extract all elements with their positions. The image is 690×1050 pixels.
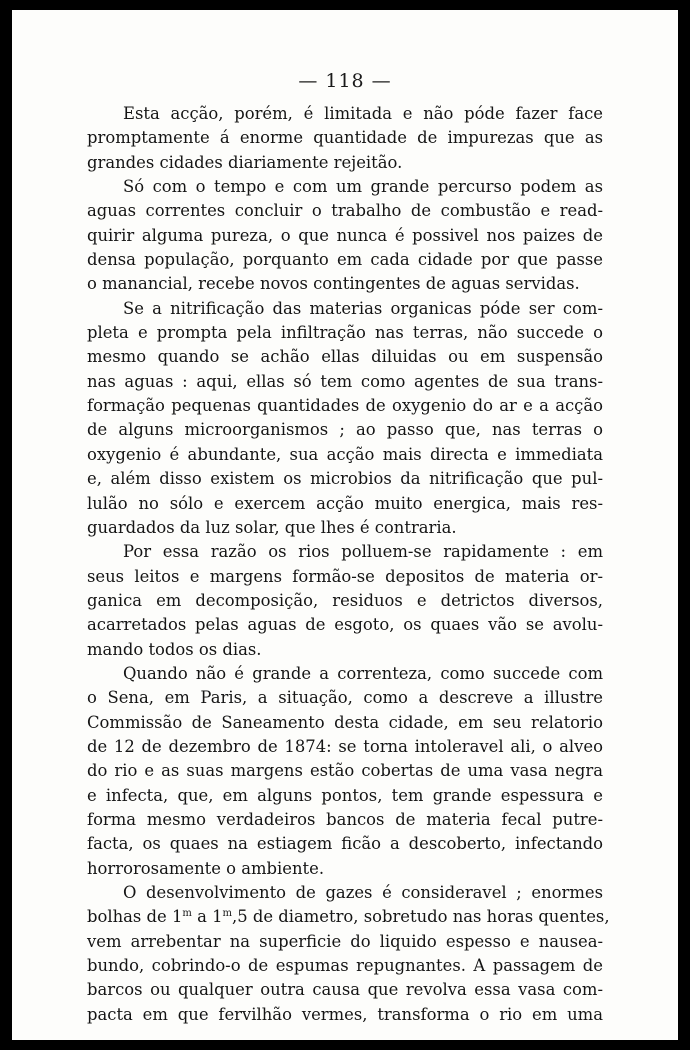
text-line: e, além disso existem os microbios da nitrificação que pul-	[87, 469, 603, 489]
page-number: — 118 —	[298, 70, 392, 92]
text-line: formação pequenas quantidades de oxygenio do ar e a acção	[87, 396, 603, 416]
text-line: oxygenio é abundante, sua acção mais directa e immediata	[87, 444, 603, 464]
text-line: bundo, cobrindo-o de espumas repugnantes. A passagem de	[87, 956, 603, 976]
text-line: Commissão de Saneamento desta cidade, em seu relatorio	[87, 712, 603, 732]
paragraph	[87, 102, 603, 175]
text-line: de 12 de dezembro de 1874: se torna intoleravel ali, o alveo	[87, 736, 603, 756]
text-line: do rio e as suas margens estão cobertas de uma vasa negra	[87, 761, 603, 781]
text-line: grandes cidades diariamente rejeitão.	[87, 152, 403, 172]
paragraph	[87, 662, 603, 881]
text-line: Se a nitrificação das materias organicas póde ser com-	[123, 298, 603, 318]
text-line: promptamente á enorme quantidade de impurezas que as	[87, 128, 603, 148]
text-line: acarretados pelas aguas de esgoto, os quaes vão se avolu-	[87, 615, 603, 635]
text-line: mando todos os dias.	[87, 639, 262, 659]
text-line: O desenvolvimento de gazes é consideravel ; enormes	[123, 883, 603, 902]
text-line: seus leitos e margens formão-se depositos de materia or-	[87, 566, 603, 586]
book-page	[12, 10, 678, 1040]
text-line: Quando não é grande a correnteza, como succede com	[123, 663, 603, 683]
text-line: o manancial, recebe novos contingentes de aguas servidas.	[87, 274, 580, 294]
text-line: bolhas de 1$^m$ a 1$^m$,5 de diametro, sobretudo nas horas quentes,	[87, 907, 610, 927]
text-line: lulão no sólo e exercem acção muito energica, mais res-	[87, 493, 603, 513]
text-line: Só com o tempo e com um grande percurso podem as	[123, 177, 603, 197]
paragraph	[87, 540, 603, 662]
text-line: Esta acção, porém, é limitada e não póde fazer face	[123, 104, 603, 123]
text-line: mesmo quando se achão ellas diluidas ou em suspensão	[87, 347, 603, 367]
text-line: forma mesmo verdadeiros bancos de materia fecal putre-	[87, 809, 603, 829]
text-line: Por essa razão os rios polluem-se rapidamente : em	[123, 542, 603, 562]
text-line: quirir alguma pureza, o que nunca é possivel nos paizes de	[87, 225, 603, 245]
text-line: pleta e prompta pela infiltração nas terras, não succede o	[87, 323, 603, 343]
text-line: de alguns microorganismos ; ao passo que, nas terras o	[87, 420, 603, 440]
text-line: pacta em que fervilhão vermes, transforma o rio em uma	[87, 1004, 603, 1024]
text-line: ganica em decomposição, residuos e detrictos diversos,	[87, 590, 603, 610]
paragraph	[87, 881, 610, 1027]
text-line: facta, os quaes na estiagem ficão a descoberto, infectando	[87, 834, 603, 854]
body-text	[87, 102, 610, 1027]
paragraph	[87, 175, 603, 297]
text-line: aguas correntes concluir o trabalho de combustão e read-	[87, 201, 603, 221]
text-line: e infecta, que, em alguns pontos, tem grande espessura e	[87, 785, 603, 805]
text-line: barcos ou qualquer outra causa que revolva essa vasa com-	[87, 980, 603, 1000]
paragraph	[87, 297, 603, 540]
text-line: horrorosamente o ambiente.	[87, 858, 325, 878]
text-line: densa população, porquanto em cada cidade por que passe	[87, 250, 603, 270]
text-line: guardados da luz solar, que lhes é contraria.	[87, 517, 457, 537]
text-line: o Sena, em Paris, a situação, como a descreve a illustre	[87, 688, 603, 708]
text-line: vem arrebentar na superficie do liquido espesso e nausea-	[87, 931, 603, 951]
text-line: nas aguas : aqui, ellas só tem como agentes de sua trans-	[87, 371, 603, 391]
